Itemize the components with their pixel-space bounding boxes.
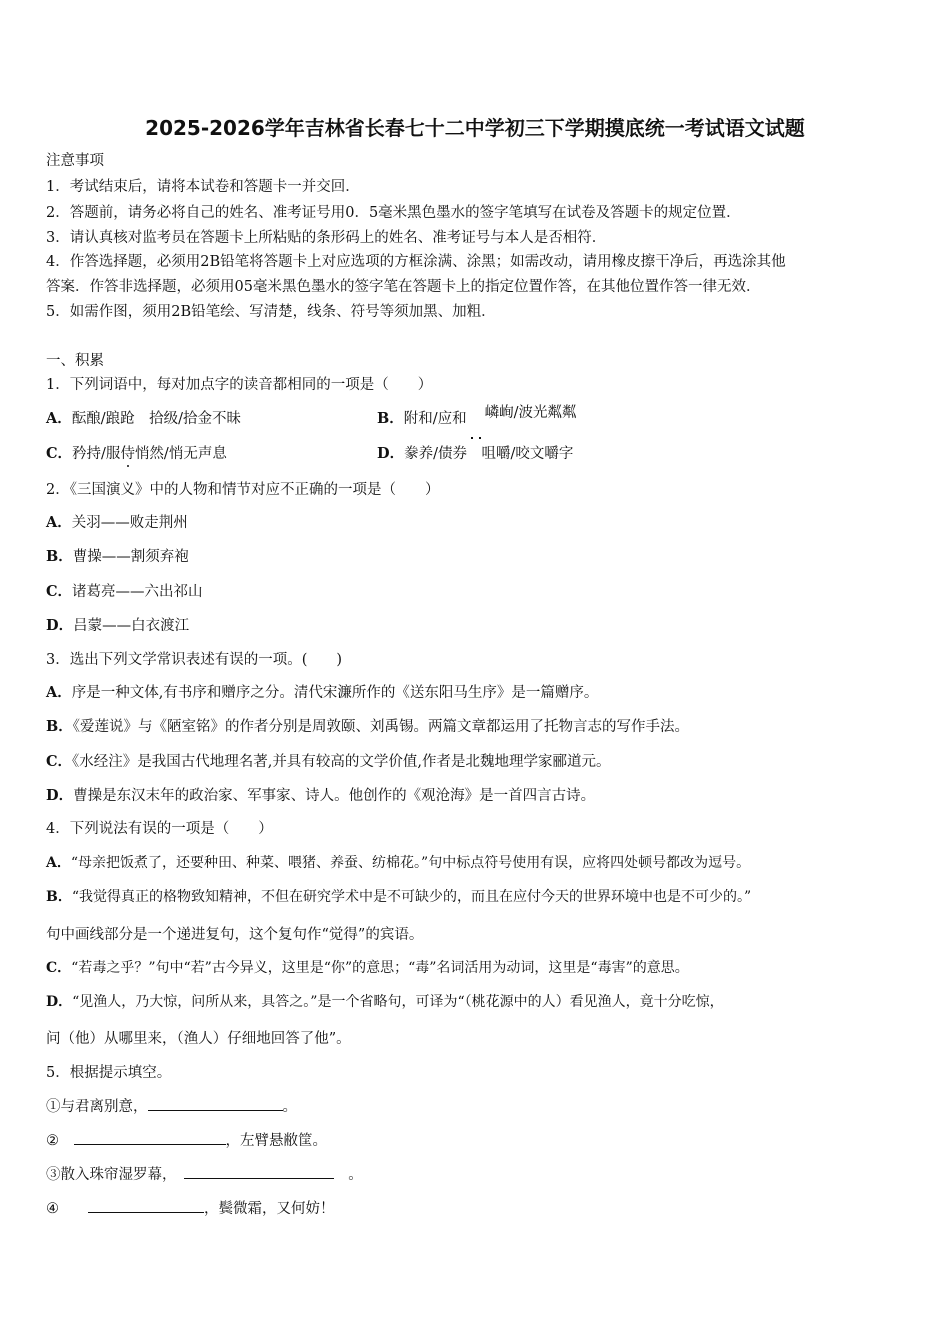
q2-option-a xyxy=(46,513,188,533)
option-label: D． xyxy=(46,787,74,804)
notice-item: 3．请认真核对监考员在答题卡上所粘贴的条形码上的姓名、准考证号与本人是否相符． xyxy=(46,230,607,246)
fill-prompt: ①与君离别意， xyxy=(46,1099,148,1115)
fill-prompt: ③散入珠帘湿罗幕， xyxy=(46,1167,184,1183)
option-text: “见渔人，乃大惊，问所从来，具答之。”是一个省略句，可译为“（桃花源中的人）看见渔人，竟十分吃惊， xyxy=(72,994,724,1010)
option-text: “我觉得真正的格物致知精神，不但在研究学术中是不可缺少的，而且在应付今天的世界环境中也是不可少的。” xyxy=(71,889,752,905)
option-label: C． xyxy=(46,960,72,976)
option-text: 曹操——割须弃袍 xyxy=(72,549,189,565)
q5-stem: 5．根据提示填空。 xyxy=(46,1065,172,1081)
option-text: 序是一种文体,有书序和赠序之分。清代宋濂所作的《送东阳马生序》是一篇赠序。 xyxy=(71,685,599,701)
q3-stem: 3．选出下列文学常识表述有误的一项。( ) xyxy=(46,652,343,668)
q1-stem: 1．下列词语中，每对加点字的读音都相同的一项是（ ） xyxy=(46,377,433,393)
option-label: D． xyxy=(46,617,74,634)
q1-option-c xyxy=(46,444,227,464)
option-label: A． xyxy=(46,855,71,871)
fill-prompt: 。 xyxy=(282,1099,297,1115)
q2-stem: 2．《三国演义》中的人物和情节对应不正确的一项是（ ） xyxy=(46,482,440,498)
option-label: B． xyxy=(46,889,72,905)
q1-option-b xyxy=(377,405,577,429)
notice-item: 答案．作答非选择题，必须用05毫米黑色墨水的签字笔在答题卡上的指定位置作答，在其他位置作答一律无效． xyxy=(46,279,761,295)
option-label: B． xyxy=(46,548,73,565)
q4-option-c xyxy=(46,958,689,978)
option-label: A． xyxy=(46,514,72,531)
q3-option-c xyxy=(46,752,611,772)
q1-option-d xyxy=(377,444,573,464)
option-text: 曹操是东汉末年的政治家、军事家、诗人。他创作的《观沧海》是一首四言古诗。 xyxy=(73,788,596,804)
fill-prompt: ，左臂悬敝筐。 xyxy=(225,1133,327,1149)
answer-blank[interactable] xyxy=(148,1096,283,1111)
option-text: 吕蒙——白衣渡江 xyxy=(73,618,190,634)
option-text: 诸葛亮——六出祁山 xyxy=(72,584,203,600)
q3-option-b xyxy=(46,717,689,737)
option-text: 悄然/悄无声息 xyxy=(134,446,227,462)
q5-item-1 xyxy=(46,1096,297,1117)
option-text: “若毒之乎？”句中“若”古今异义，这里是“你”的意思；“毒”名词活用为动词，这里是“毒害”的意思。 xyxy=(71,960,689,976)
notice-item: 5．如需作图，须用2B铅笔绘、写清楚，线条、符号等须加黑、加粗． xyxy=(46,304,496,320)
q5-item-3 xyxy=(46,1164,363,1185)
option-text: 嶙峋/波光粼粼 xyxy=(484,405,577,421)
q4-stem: 4．下列说法有误的一项是（ ） xyxy=(46,821,273,837)
option-text: 附和/应和 xyxy=(403,411,467,427)
q4-option-b-continued: 句中画线部分是一个递进复句，这个复句作“觉得”的宾语。 xyxy=(46,927,424,943)
option-text: 矜持/服 xyxy=(72,446,121,462)
option-label: D． xyxy=(377,445,405,462)
option-label: C． xyxy=(46,583,73,600)
option-text: 《爱莲说》与《陋室铭》的作者分别是周敦颐、刘禹锡。两篇文章都运用了托物言志的写作手法。 xyxy=(72,719,690,735)
q3-option-a xyxy=(46,683,598,703)
option-text: 关羽——败走荆州 xyxy=(71,515,188,531)
answer-blank[interactable] xyxy=(88,1198,204,1213)
q1-option-a xyxy=(46,409,241,429)
option-text: 豢养/债券 咀嚼/咬文嚼字 xyxy=(404,446,574,462)
exam-title: 2025-2026学年吉林省长春七十二中学初三下学期摸底统一考试语文试题 xyxy=(145,116,805,140)
answer-blank[interactable] xyxy=(74,1130,226,1145)
option-text: 《水经注》是我国古代地理名著,并具有较高的文学价值,作者是北魏地理学家郦道元。 xyxy=(72,754,611,770)
notice-item: 2．答题前，请务必将自己的姓名、准考证号用0．5毫米黑色墨水的签字笔填写在试卷及答题卡的规定位置． xyxy=(46,205,741,221)
notice-item: 4．作答选择题，必须用2B铅笔将答题卡上对应选项的方框涂满、涂黑；如需改动，请用橡皮擦干净后，再选涂其他 xyxy=(46,254,786,270)
fill-prompt: 。 xyxy=(333,1167,363,1183)
option-text: “母亲把饭煮了，还要种田、种菜、喂猪、养蚕、纺棉花。”句中标点符号使用有误，应将四处顿号都改为逗号。 xyxy=(70,855,751,871)
option-label: A． xyxy=(46,410,72,427)
notice-item: 1．考试结束后，请将本试卷和答题卡一并交回． xyxy=(46,179,360,195)
option-label: D． xyxy=(46,994,73,1010)
option-text: 酝酿/踉跄 拾级/拾金不昧 xyxy=(71,411,242,427)
q4-option-b xyxy=(46,887,751,907)
answer-blank[interactable] xyxy=(184,1164,334,1179)
q2-option-c xyxy=(46,582,203,602)
q2-option-b xyxy=(46,547,189,567)
option-label: C． xyxy=(46,753,73,770)
dotted-character: 侍 xyxy=(120,446,135,462)
fill-prompt: ② xyxy=(46,1133,74,1149)
option-label: B． xyxy=(46,718,73,735)
q4-option-d xyxy=(46,992,724,1012)
q5-item-4 xyxy=(46,1198,335,1219)
q5-item-2 xyxy=(46,1130,327,1151)
q2-option-d xyxy=(46,616,189,636)
option-label: B． xyxy=(377,410,404,427)
option-label: C． xyxy=(46,445,73,462)
notice-heading: 注意事项 xyxy=(46,153,104,169)
q4-option-d-continued: 问（他）从哪里来，（渔人）仔细地回答了他”。 xyxy=(46,1031,351,1047)
q4-option-a xyxy=(46,853,750,873)
q3-option-d xyxy=(46,786,595,806)
section-heading: 一、积累 xyxy=(46,353,104,369)
fill-prompt: ，鬓微霜，又何妨！ xyxy=(204,1201,335,1217)
fill-prompt: ④ xyxy=(46,1201,88,1217)
option-label: A． xyxy=(46,684,72,701)
